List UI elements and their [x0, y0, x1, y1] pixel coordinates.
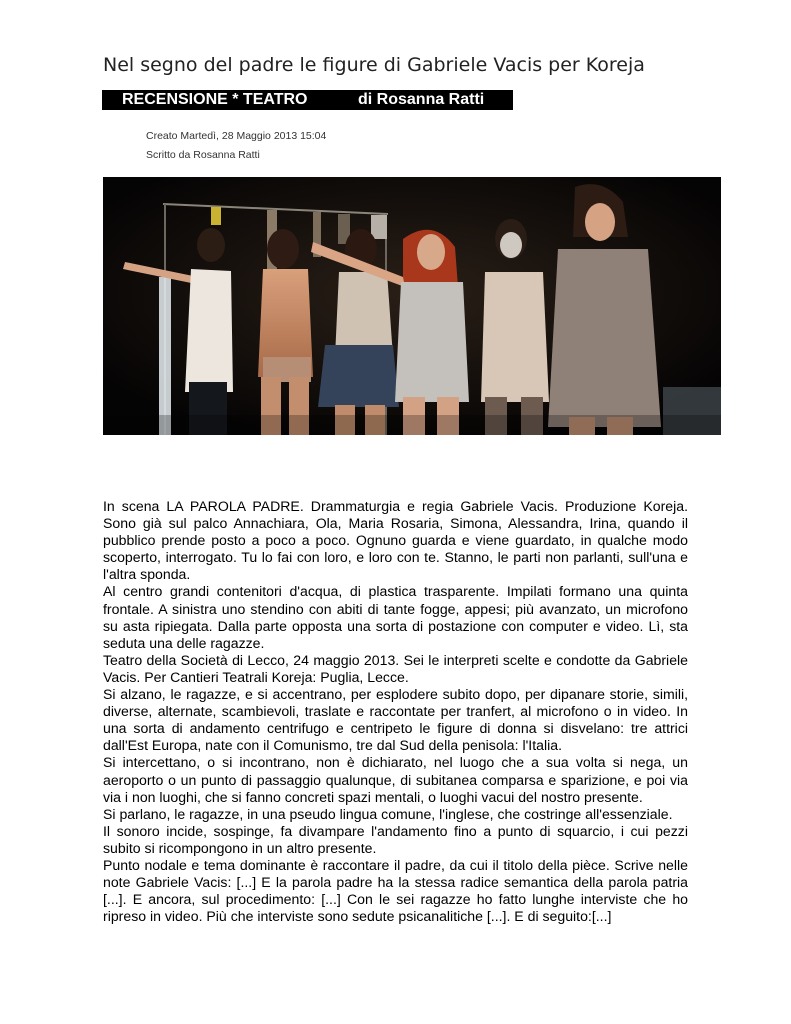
paragraph: Teatro della Società di Lecco, 24 maggio 2013. Sei le interpreti scelte e condotte da Gabriele Vacis. Per Cantieri Teatrali Koreja: Puglia, Lecce.: [103, 651, 688, 685]
paragraph: Si parlano, le ragazze, in una pseudo lingua comune, l'inglese, che costringe all'essenziale.: [103, 805, 673, 822]
author-byline: Scritto da Rosanna Ratti: [146, 149, 260, 161]
paragraph: Il sonoro incide, sospinge, fa divampare l'andamento fino a punto di squarcio, i cui pezzi subito si ricompongono in un altro presente.: [103, 822, 688, 856]
category-banner: [102, 90, 513, 110]
created-date: Creato Martedì, 28 Maggio 2013 15:04: [146, 130, 327, 142]
category-label: RECENSIONE * TEATRO: [122, 91, 308, 108]
banner-author: di Rosanna Ratti: [358, 91, 485, 108]
paragraph: In scena LA PAROLA PADRE. Drammaturgia e regia Gabriele Vacis. Produzione Koreja. Sono già sul palco Annachiara, Ola, Maria Rosaria, Simona, Alessandra, Irina, quando il pubblico prende posto a poco a poco. Ognuno guarda e viene guardato, in qualche modo scoperto, interrogato. Tu lo fai con loro, e loro con te. Stanno, le parti non parlanti, sull'una e l'altra sponda.: [103, 498, 688, 583]
paragraph: Si alzano, le ragazze, e si accentrano, per esplodere subito dopo, per dipanare storie, simili, diverse, alternate, scambievoli, traslate e raccontate per tranfert, al microfono o in video. In una sorta di andamento centrifugo e centripeto le figure di donna si disvelano: tre attrici dall'Est Europa, nate con il Comunismo, tre dal Sud della penisola: l'Italia.: [103, 686, 688, 754]
paragraph: Al centro grandi contenitori d'acqua, di plastica trasparente. Impilati formano una quinta frontale. A sinistra uno stendino con abiti di tante fogge, appesi; più avanzato, un microfono su asta ripiegata. Dalla parte opposta una sorta di postazione con computer e video. Lì, sta seduta una delle ragazze.: [103, 583, 688, 651]
stage-photo: [103, 177, 721, 435]
paragraph: Si intercettano, o si incontrano, non è dichiarato, nel luogo che a sua volta si nega, un aeroporto o un punto di passaggio qualunque, di subitanea comparsa e sparizione, e poi via via i non luoghi, che si fanno concreti spazi mentali, o luoghi vacui del nostro presente.: [103, 754, 688, 805]
article-body: [103, 498, 688, 925]
article-title: Nel segno del padre le figure di Gabriele Vacis per Koreja: [103, 54, 645, 76]
paragraph: Punto nodale e tema dominante è raccontare il padre, da cui il titolo della pièce. Scrive nelle note Gabriele Vacis: [...] E la parola padre ha la stessa radice semantica della parola patria [...]. E ancora, sul procedimento: [...] Con le sei ragazze ho fatto lunghe interviste che ho ripreso in video. Più che interviste sono sedute psicanalitiche [...]. E di seguito:[...]: [103, 856, 688, 925]
